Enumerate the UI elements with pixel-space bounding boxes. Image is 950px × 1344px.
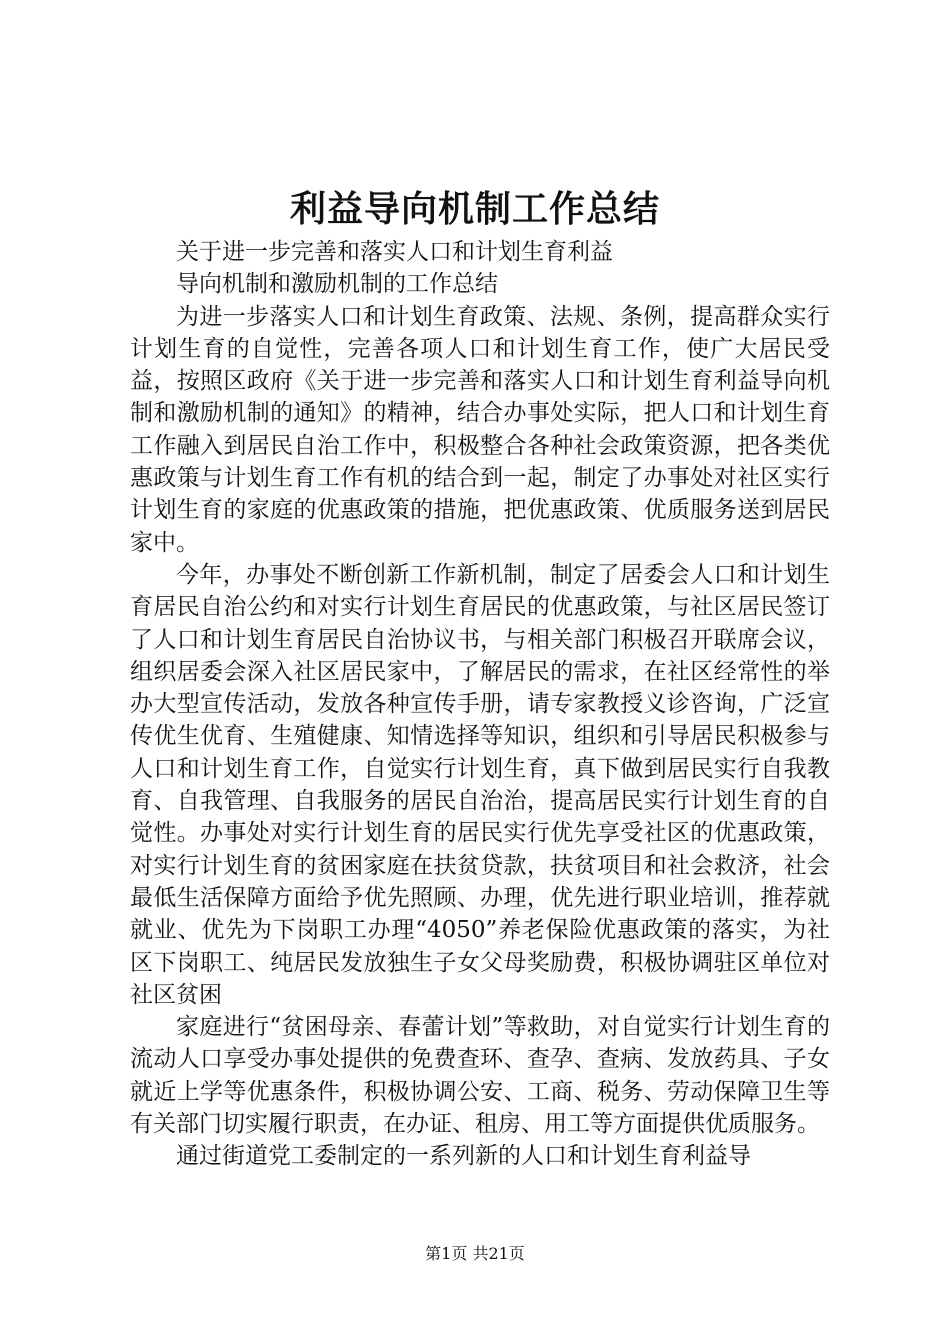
subtitle-line-1: 关于进一步完善和落实人口和计划生育利益 <box>176 239 613 265</box>
paragraph-2: 今年，办事处不断创新工作新机制，制定了居委会人口和计划生育居民自治公约和对实行计划生育居民的优惠政策，与社区居民签订了人口和计划生育居民自治协议书，与相关部门积极召开联席会议，组织居委会深入社区居民家中，了解居民的需求，在社区经常性的举办大型宣传活动，发放各种宣传手册，请专家教授义诊咨询，广泛宣传优生优育、生殖健康、知情选择等知识，组织和引导居民积极参与人口和计划生育工作，自觉实行计划生育，真下做到居民实行自我教育、自我管理、自我服务的居民自治治，提高居民实行计划生育的自觉性。办事处对实行计划生育的居民实行优先享受社区的优惠政策，对实行计划生育的贫困家庭在扶贫贷款，扶贫项目和社会救济，社会最低生活保障方面给予优先照顾、办理，优先进行职业培训，推荐就就业、优先为下岗职工办理“4050”养老保险优惠政策的落实，为社区下岗职工、纯居民发放独生子女父母奖励费，积极协调驻区单位对社区贫困 <box>130 561 830 1008</box>
page-number-footer: 第1页 共21页 <box>425 1244 525 1263</box>
paragraph-4: 通过街道党工委制定的一系列新的人口和计划生育利益导 <box>176 1143 751 1170</box>
document-body <box>130 236 830 1173</box>
subtitle-line-2: 导向机制和激励机制的工作总结 <box>176 271 498 298</box>
paragraph-3: 家庭进行“贫困母亲、春蕾计划”等救助，对自觉实行计划生育的流动人口享受办事处提供的免费查环、查孕、查病、发放药具、子女就近上学等优惠条件，积极协调公安、工商、税务、劳动保障卫生等有关部门切实履行职责，在办证、租房、用工等方面提供优质服务。 <box>130 1014 830 1138</box>
paragraph-1: 为进一步落实人口和计划生育政策、法规、条例，提高群众实行计划生育的自觉性，完善各项人口和计划生育工作，使广大居民受益，按照区政府《关于进一步完善和落实人口和计划生育利益导向机制和激励机制的通知》的精神，结合办事处实际，把人口和计划生育工作融入到居民自治工作中，积极整合各种社会政策资源，把各类优惠政策与计划生育工作有机的结合到一起，制定了办事处对社区实行计划生育的家庭的优惠政策的措施，把优惠政策、优质服务送到居民家中。 <box>130 303 830 556</box>
document-title: 利益导向机制工作总结 <box>289 188 660 230</box>
